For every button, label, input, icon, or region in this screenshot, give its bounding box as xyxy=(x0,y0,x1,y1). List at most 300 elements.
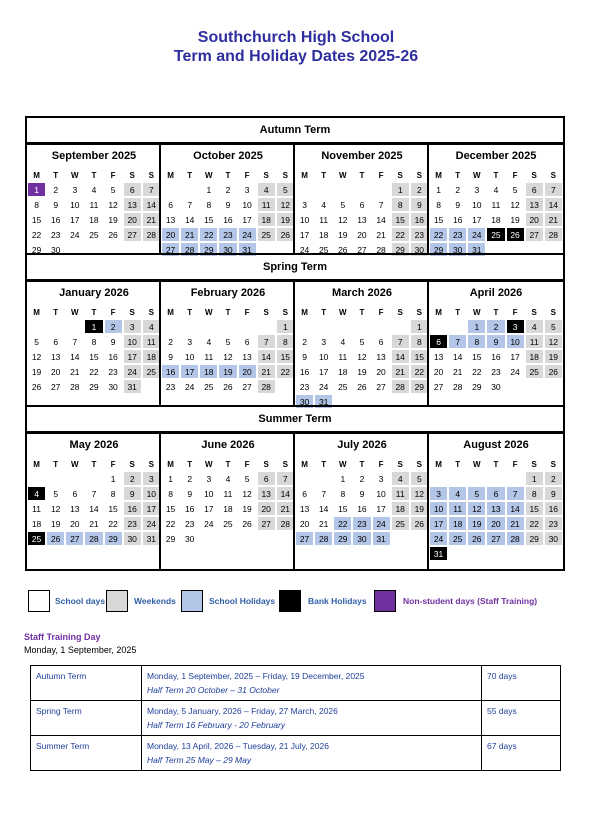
calendar-day: 17 xyxy=(199,501,218,516)
calendar-day: 9 xyxy=(180,486,199,501)
calendar-day: 5 xyxy=(506,182,525,197)
calendar-day: 18 xyxy=(525,349,544,364)
calendar-day: 10 xyxy=(199,486,218,501)
weekday-header: T xyxy=(218,304,237,319)
weekday-header: S xyxy=(410,456,429,471)
calendar-day: 3 xyxy=(295,197,314,212)
calendar-day: 23 xyxy=(46,227,65,242)
calendar-day: 30 xyxy=(486,379,505,394)
calendar-day: 24 xyxy=(65,227,84,242)
calendar-day: 22 xyxy=(161,516,180,531)
empty-day xyxy=(429,471,448,486)
calendar-day: 23 xyxy=(123,516,142,531)
calendar-day: 16 xyxy=(295,364,314,379)
calendar-day: 18 xyxy=(314,227,333,242)
calendar-day: 18 xyxy=(391,501,410,516)
calendar-day: 9 xyxy=(161,349,180,364)
empty-day xyxy=(46,471,65,486)
calendar-day: 2 xyxy=(448,182,467,197)
weekday-header: T xyxy=(352,167,371,182)
calendar-day: 4 xyxy=(84,182,103,197)
calendar-day: 30 xyxy=(448,242,467,257)
calendar-day: 23 xyxy=(104,364,123,379)
calendar-day: 5 xyxy=(410,471,429,486)
month-divider xyxy=(427,279,429,407)
calendar-day: 30 xyxy=(410,242,429,257)
legend-bank-holidays-label: Bank Holidays xyxy=(308,596,367,606)
calendar-day: 13 xyxy=(352,212,371,227)
calendar-day: 13 xyxy=(429,349,448,364)
calendar-day: 1 xyxy=(84,319,103,334)
weekday-header: S xyxy=(391,304,410,319)
weekday-header: T xyxy=(46,167,65,182)
calendar-day: 15 xyxy=(27,212,46,227)
calendar-day: 29 xyxy=(199,242,218,257)
calendar-day: 23 xyxy=(544,516,563,531)
calendar-day: 11 xyxy=(391,486,410,501)
calendar-day: 12 xyxy=(218,349,237,364)
calendar-day: 5 xyxy=(544,319,563,334)
empty-day xyxy=(161,319,180,334)
half-term: Half Term 25 May – 29 May xyxy=(147,755,252,765)
calendar-day: 13 xyxy=(238,349,257,364)
calendar-day: 26 xyxy=(410,516,429,531)
term-calendar xyxy=(25,116,565,571)
calendar-day: 30 xyxy=(123,531,142,546)
calendar-day: 14 xyxy=(391,349,410,364)
empty-day xyxy=(295,182,314,197)
calendar-day: 10 xyxy=(467,197,486,212)
calendar-day: 1 xyxy=(161,471,180,486)
weekday-header: F xyxy=(238,456,257,471)
calendar-day: 28 xyxy=(257,379,276,394)
calendar-day: 19 xyxy=(352,364,371,379)
calendar-day: 3 xyxy=(238,182,257,197)
calendar-day: 14 xyxy=(506,501,525,516)
calendar-day: 16 xyxy=(218,212,237,227)
calendar-day: 23 xyxy=(218,227,237,242)
calendar-day: 3 xyxy=(199,471,218,486)
calendar-day: 25 xyxy=(391,516,410,531)
calendar-day: 9 xyxy=(295,349,314,364)
calendar-day: 31 xyxy=(314,394,333,409)
calendar-day: 7 xyxy=(65,334,84,349)
calendar-day: 6 xyxy=(65,486,84,501)
month-divider xyxy=(427,431,429,569)
calendar-day: 22 xyxy=(84,364,103,379)
calendar-day: 30 xyxy=(352,531,371,546)
calendar-day: 16 xyxy=(180,501,199,516)
calendar-day: 6 xyxy=(257,471,276,486)
empty-day xyxy=(314,182,333,197)
calendar-day: 29 xyxy=(104,531,123,546)
calendar-day: 5 xyxy=(467,486,486,501)
calendar-day: 1 xyxy=(429,182,448,197)
calendar-day: 6 xyxy=(525,182,544,197)
calendar-day: 11 xyxy=(27,501,46,516)
calendar-day: 31 xyxy=(372,531,391,546)
calendar-day: 2 xyxy=(104,319,123,334)
calendar-day: 26 xyxy=(467,531,486,546)
calendar-day: 30 xyxy=(180,531,199,546)
month-title: January 2026 xyxy=(27,281,161,304)
calendar-day: 15 xyxy=(467,349,486,364)
calendar-day: 19 xyxy=(467,516,486,531)
weekday-header: T xyxy=(448,304,467,319)
calendar-day: 12 xyxy=(27,349,46,364)
empty-day xyxy=(218,319,237,334)
calendar-day: 18 xyxy=(27,516,46,531)
weekday-header: S xyxy=(544,167,563,182)
calendar-day: 20 xyxy=(525,212,544,227)
calendar-day: 12 xyxy=(238,486,257,501)
calendar-day: 9 xyxy=(448,197,467,212)
calendar-day: 7 xyxy=(84,486,103,501)
calendar-day: 23 xyxy=(295,379,314,394)
calendar-day: 25 xyxy=(486,227,505,242)
weekday-header: T xyxy=(218,167,237,182)
calendar-day: 22 xyxy=(276,364,295,379)
calendar-day: 3 xyxy=(65,182,84,197)
weekday-header: S xyxy=(391,456,410,471)
calendar-day: 7 xyxy=(544,182,563,197)
calendar-day: 12 xyxy=(333,212,352,227)
calendar-day: 16 xyxy=(448,212,467,227)
weekday-header: W xyxy=(65,456,84,471)
calendar-day: 12 xyxy=(544,334,563,349)
calendar-day: 23 xyxy=(161,379,180,394)
legend-holidays-swatch xyxy=(181,590,203,612)
calendar-day: 31 xyxy=(123,379,142,394)
calendar-day: 5 xyxy=(46,486,65,501)
term-name: Spring Term xyxy=(31,701,142,736)
term-dates-table xyxy=(30,665,561,771)
calendar-day: 4 xyxy=(525,319,544,334)
calendar-day: 25 xyxy=(199,379,218,394)
calendar-day: 7 xyxy=(372,197,391,212)
empty-day xyxy=(27,471,46,486)
empty-day xyxy=(314,471,333,486)
empty-day xyxy=(372,182,391,197)
month-title: April 2026 xyxy=(429,281,563,304)
calendar-day: 4 xyxy=(142,319,161,334)
weekday-header: S xyxy=(391,167,410,182)
calendar-day: 4 xyxy=(486,182,505,197)
calendar-day: 21 xyxy=(84,516,103,531)
calendar-day: 25 xyxy=(218,516,237,531)
weekday-header: S xyxy=(257,167,276,182)
month-title: August 2026 xyxy=(429,433,563,456)
calendar-day: 28 xyxy=(544,227,563,242)
weekday-header: T xyxy=(180,304,199,319)
month-title: March 2026 xyxy=(295,281,429,304)
month-title: May 2026 xyxy=(27,433,161,456)
calendar-day: 7 xyxy=(276,471,295,486)
calendar-day: 8 xyxy=(104,486,123,501)
calendar-day: 19 xyxy=(218,364,237,379)
weekday-header: F xyxy=(506,304,525,319)
calendar-day: 19 xyxy=(104,212,123,227)
calendar-day: 15 xyxy=(429,212,448,227)
calendar-day: 7 xyxy=(448,334,467,349)
calendar-day: 7 xyxy=(257,334,276,349)
calendar-day: 6 xyxy=(372,334,391,349)
weekday-header: S xyxy=(410,304,429,319)
weekday-header: W xyxy=(333,304,352,319)
calendar-day: 29 xyxy=(161,531,180,546)
calendar-day: 2 xyxy=(410,182,429,197)
legend-staff-training-swatch xyxy=(374,590,396,612)
weekday-header: S xyxy=(525,456,544,471)
calendar-day: 8 xyxy=(525,486,544,501)
calendar-day: 29 xyxy=(525,531,544,546)
calendar-day: 23 xyxy=(448,227,467,242)
calendar-day: 15 xyxy=(391,212,410,227)
term-range-cell xyxy=(142,701,482,736)
calendar-day: 14 xyxy=(276,486,295,501)
calendar-day: 14 xyxy=(257,349,276,364)
calendar-day: 18 xyxy=(199,364,218,379)
calendar-day: 23 xyxy=(410,227,429,242)
calendar-day: 14 xyxy=(544,197,563,212)
month-title: June 2026 xyxy=(161,433,295,456)
calendar-day: 29 xyxy=(429,242,448,257)
weekday-header: F xyxy=(104,304,123,319)
calendar-day: 27 xyxy=(525,227,544,242)
calendar-day: 17 xyxy=(506,349,525,364)
weekday-header: S xyxy=(123,456,142,471)
calendar-day: 13 xyxy=(161,212,180,227)
month-title: November 2025 xyxy=(295,144,429,167)
calendar-day: 16 xyxy=(123,501,142,516)
term-heading: Autumn Term xyxy=(27,118,563,144)
month-title: July 2026 xyxy=(295,433,429,456)
calendar-day: 15 xyxy=(525,501,544,516)
calendar-day: 10 xyxy=(238,197,257,212)
legend-school-days-label: School days xyxy=(55,596,106,606)
calendar-day: 4 xyxy=(199,334,218,349)
weekday-header: T xyxy=(314,167,333,182)
calendar-day: 9 xyxy=(46,197,65,212)
table-row xyxy=(31,736,561,771)
calendar-day: 22 xyxy=(104,516,123,531)
calendar-day: 18 xyxy=(333,364,352,379)
term-name: Autumn Term xyxy=(31,666,142,701)
weekday-header: S xyxy=(276,167,295,182)
weekday-header: F xyxy=(104,167,123,182)
calendar-day: 28 xyxy=(391,379,410,394)
weekday-header: M xyxy=(429,456,448,471)
calendar-day: 21 xyxy=(506,516,525,531)
calendar-day: 14 xyxy=(65,349,84,364)
month-divider xyxy=(293,279,295,407)
weekday-header: M xyxy=(429,304,448,319)
weekday-header: S xyxy=(142,456,161,471)
calendar-day: 29 xyxy=(467,379,486,394)
weekday-header: T xyxy=(46,304,65,319)
calendar-day: 10 xyxy=(142,486,161,501)
calendar-day: 25 xyxy=(142,364,161,379)
calendar-day: 31 xyxy=(238,242,257,257)
calendar-day: 11 xyxy=(142,334,161,349)
term-range: Monday, 5 January, 2026 – Friday, 27 March, 2026 xyxy=(147,706,338,716)
calendar-day: 24 xyxy=(238,227,257,242)
weekday-header: M xyxy=(295,456,314,471)
calendar-day: 26 xyxy=(276,227,295,242)
weekday-header: M xyxy=(295,167,314,182)
empty-day xyxy=(180,319,199,334)
calendar-day: 2 xyxy=(161,334,180,349)
month-calendar xyxy=(27,144,161,257)
weekday-header: W xyxy=(333,167,352,182)
term-range: Monday, 13 April, 2026 – Tuesday, 21 July, 2026 xyxy=(147,741,329,751)
calendar-day: 21 xyxy=(65,364,84,379)
calendar-day: 15 xyxy=(199,212,218,227)
calendar-day: 23 xyxy=(352,516,371,531)
month-title: December 2025 xyxy=(429,144,563,167)
legend-weekends-swatch xyxy=(106,590,128,612)
term-days: 55 days xyxy=(482,701,561,736)
empty-day xyxy=(238,319,257,334)
calendar-day: 19 xyxy=(27,364,46,379)
calendar-day: 21 xyxy=(257,364,276,379)
calendar-day: 1 xyxy=(391,182,410,197)
empty-day xyxy=(46,319,65,334)
calendar-day: 8 xyxy=(467,334,486,349)
calendar-day: 13 xyxy=(46,349,65,364)
month-calendar xyxy=(295,433,429,546)
weekday-header: F xyxy=(238,167,257,182)
empty-day xyxy=(180,182,199,197)
calendar-day: 10 xyxy=(180,349,199,364)
calendar-day: 13 xyxy=(257,486,276,501)
legend-holidays-label: School Holidays xyxy=(209,596,276,606)
calendar-day: 13 xyxy=(525,197,544,212)
empty-day xyxy=(372,319,391,334)
calendar-day: 26 xyxy=(27,379,46,394)
weekday-header: T xyxy=(448,456,467,471)
calendar-day: 18 xyxy=(142,349,161,364)
calendar-day: 16 xyxy=(161,364,180,379)
calendar-day: 31 xyxy=(467,242,486,257)
calendar-day: 23 xyxy=(486,364,505,379)
calendar-day: 13 xyxy=(123,197,142,212)
month-calendar xyxy=(161,144,295,257)
calendar-day: 18 xyxy=(218,501,237,516)
calendar-day: 8 xyxy=(84,334,103,349)
calendar-day: 3 xyxy=(142,471,161,486)
calendar-day: 26 xyxy=(238,516,257,531)
empty-day xyxy=(506,471,525,486)
weekday-header: W xyxy=(199,456,218,471)
calendar-day: 27 xyxy=(238,379,257,394)
calendar-day: 3 xyxy=(123,319,142,334)
calendar-day: 22 xyxy=(199,227,218,242)
calendar-day: 26 xyxy=(544,364,563,379)
calendar-day: 25 xyxy=(314,242,333,257)
calendar-day: 3 xyxy=(506,319,525,334)
weekday-header: S xyxy=(257,456,276,471)
empty-day xyxy=(352,319,371,334)
month-divider xyxy=(159,142,161,255)
calendar-day: 29 xyxy=(410,379,429,394)
calendar-day: 8 xyxy=(199,197,218,212)
calendar-day: 13 xyxy=(486,501,505,516)
calendar-day: 15 xyxy=(333,501,352,516)
calendar-day: 30 xyxy=(295,394,314,409)
weekday-header: S xyxy=(142,304,161,319)
legend-bank-holidays-swatch xyxy=(279,590,301,612)
weekday-header: T xyxy=(448,167,467,182)
weekday-header: M xyxy=(161,167,180,182)
term-days: 67 days xyxy=(482,736,561,771)
month-divider xyxy=(159,431,161,569)
calendar-day: 24 xyxy=(123,364,142,379)
calendar-day: 31 xyxy=(142,531,161,546)
calendar-day: 20 xyxy=(161,227,180,242)
calendar-day: 21 xyxy=(180,227,199,242)
empty-day xyxy=(65,319,84,334)
weekday-header: T xyxy=(352,456,371,471)
weekday-header: S xyxy=(123,304,142,319)
calendar-day: 17 xyxy=(180,364,199,379)
calendar-day: 17 xyxy=(467,212,486,227)
calendar-day: 28 xyxy=(314,531,333,546)
calendar-day: 19 xyxy=(544,349,563,364)
page-title: Term and Holiday Dates 2025-26 xyxy=(173,48,419,65)
calendar-day: 25 xyxy=(257,227,276,242)
calendar-day: 28 xyxy=(372,242,391,257)
calendar-day: 1 xyxy=(467,319,486,334)
term-range-cell xyxy=(142,736,482,771)
calendar-day: 12 xyxy=(506,197,525,212)
empty-day xyxy=(467,471,486,486)
calendar-day: 1 xyxy=(410,319,429,334)
calendar-day: 2 xyxy=(544,471,563,486)
calendar-day: 19 xyxy=(410,501,429,516)
calendar-day: 27 xyxy=(295,531,314,546)
calendar-day: 18 xyxy=(84,212,103,227)
calendar-day: 2 xyxy=(295,334,314,349)
calendar-day: 30 xyxy=(104,379,123,394)
calendar-day: 2 xyxy=(218,182,237,197)
half-term: Half Term 16 February - 20 February xyxy=(147,720,286,730)
calendar-day: 12 xyxy=(104,197,123,212)
calendar-day: 4 xyxy=(314,197,333,212)
empty-day xyxy=(486,471,505,486)
calendar-day: 21 xyxy=(448,364,467,379)
calendar-day: 28 xyxy=(276,516,295,531)
calendar-day: 20 xyxy=(238,364,257,379)
calendar-day: 11 xyxy=(218,486,237,501)
calendar-day: 14 xyxy=(84,501,103,516)
calendar-day: 19 xyxy=(46,516,65,531)
calendar-day: 28 xyxy=(506,531,525,546)
calendar-day: 14 xyxy=(372,212,391,227)
calendar-day: 13 xyxy=(372,349,391,364)
calendar-day: 16 xyxy=(352,501,371,516)
calendar-day: 10 xyxy=(372,486,391,501)
weekday-header: T xyxy=(486,167,505,182)
calendar-day: 8 xyxy=(276,334,295,349)
weekday-header: F xyxy=(372,304,391,319)
calendar-day: 31 xyxy=(429,546,448,561)
calendar-day: 16 xyxy=(544,501,563,516)
calendar-day: 5 xyxy=(276,182,295,197)
calendar-day: 8 xyxy=(410,334,429,349)
empty-day xyxy=(391,319,410,334)
calendar-day: 24 xyxy=(142,516,161,531)
